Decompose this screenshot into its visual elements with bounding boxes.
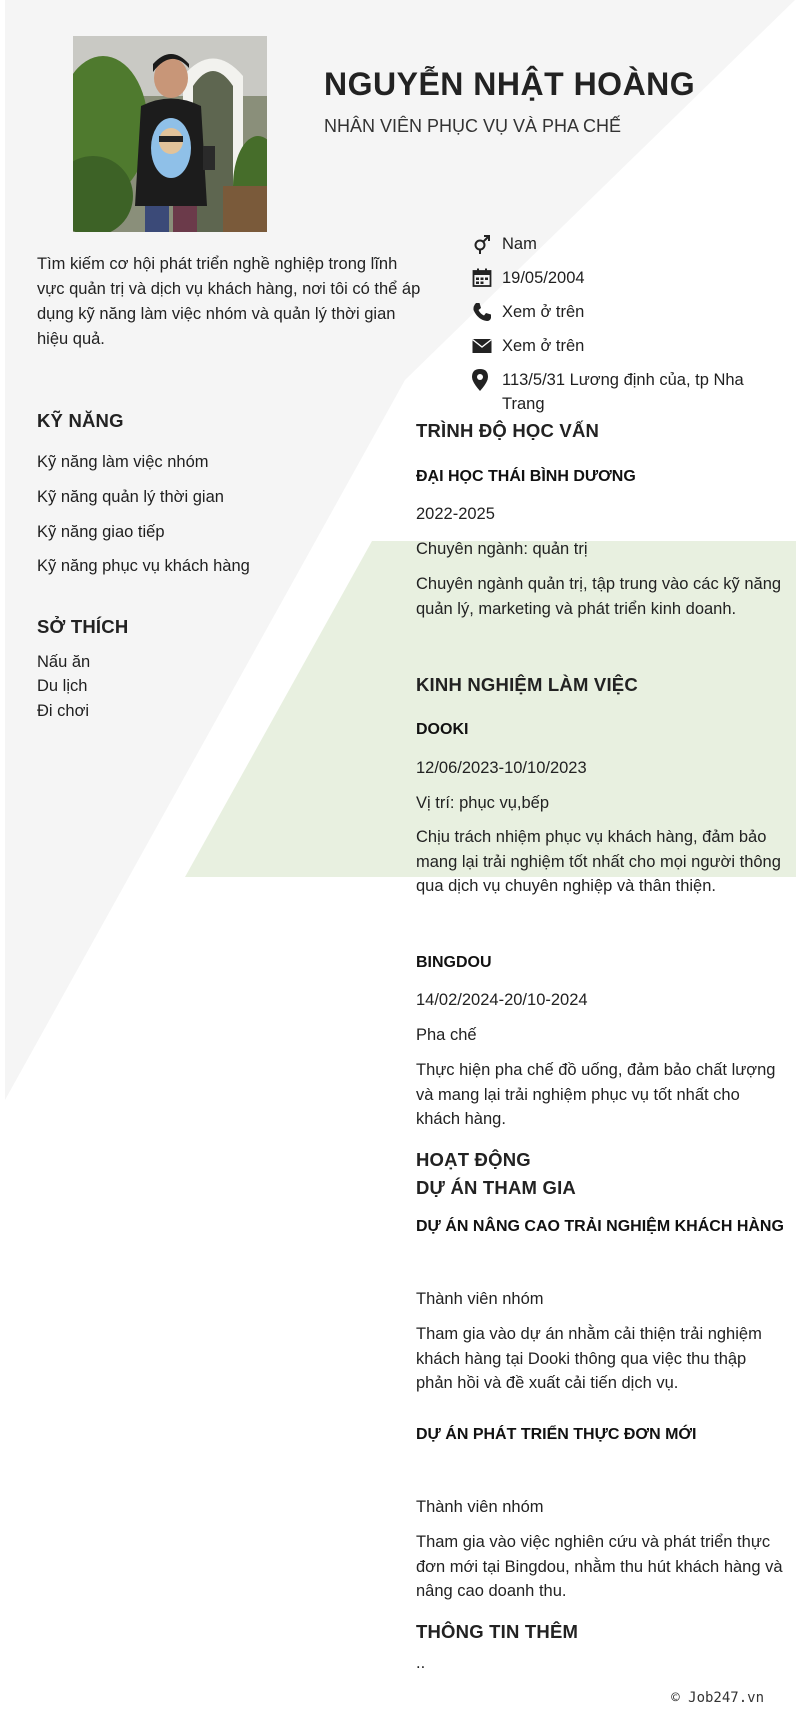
projects-title: DỰ ÁN THAM GIA (416, 1177, 576, 1198)
more-info-title: THÔNG TIN THÊM (416, 1621, 579, 1642)
job-description: Thực hiện pha chế đồ uống, đảm bảo chất lượng và mang lại trải nghiệm phục vụ tốt nhất cho khách hàng. (416, 1061, 776, 1128)
project-description: Tham gia vào dự án nhằm cải thiện trải nghiệm khách hàng tại Dooki thông qua việc thu thập phản hồi và đề xuất cải tiến dịch vụ. (416, 1325, 762, 1392)
contact-birthday (472, 266, 772, 290)
skill-item: Kỹ năng giao tiếp (37, 523, 165, 541)
candidate-name: NGUYỄN NHẬT HOÀNG (324, 66, 696, 102)
job-period: 14/02/2024-20/10-2024 (416, 991, 588, 1009)
hobbies-title: SỞ THÍCH (37, 616, 129, 637)
job-title: NHÂN VIÊN PHỤC VỤ VÀ PHA CHẾ (324, 116, 622, 136)
job-position: Vị trí: phục vụ,bếp (416, 794, 549, 812)
project-role: Thành viên nhóm (416, 1498, 544, 1516)
contact-email (472, 334, 772, 358)
education-period: 2022-2025 (416, 505, 495, 523)
education-major: Chuyên ngành: quản trị (416, 540, 588, 558)
birthday-value: 19/05/2004 (502, 269, 585, 287)
education-title: TRÌNH ĐỘ HỌC VẤN (416, 420, 600, 441)
school-name: ĐẠI HỌC THÁI BÌNH DƯƠNG (416, 468, 636, 485)
more-info-text: .. (416, 1654, 426, 1672)
skill-item: Kỹ năng làm việc nhóm (37, 453, 209, 471)
contact-gender (472, 232, 772, 256)
address-value: 113/5/31 Lương định của, tp Nha Trang (502, 371, 744, 413)
experience-title: KINH NGHIỆM LÀM VIỆC (416, 674, 638, 695)
profile-photo (73, 36, 267, 232)
email-value: Xem ở trên (502, 337, 585, 355)
gender-value: Nam (502, 235, 537, 253)
project-description: Tham gia vào việc nghiên cứu và phát triển thực đơn mới tại Bingdou, nhằm thu hút khách hàng và nâng cao doanh thu. (416, 1533, 783, 1600)
phone-icon (472, 300, 502, 324)
activities-title: HOẠT ĐỘNG (416, 1149, 531, 1170)
project-name: DỰ ÁN PHÁT TRIỂN THỰC ĐƠN MỚI (416, 1426, 697, 1443)
company-name: DOOKI (416, 721, 469, 738)
contact-phone (472, 300, 772, 324)
watermark: © Job247.vn (671, 1690, 764, 1706)
contact-address (472, 368, 772, 416)
skills-title: KỸ NĂNG (37, 410, 124, 431)
skill-item: Kỹ năng quản lý thời gian (37, 488, 224, 506)
calendar-icon (472, 266, 502, 290)
skill-item: Kỹ năng phục vụ khách hàng (37, 557, 250, 575)
hobby-item: Du lịch (37, 677, 88, 695)
project-role: Thành viên nhóm (416, 1290, 544, 1308)
job-description: Chịu trách nhiệm phục vụ khách hàng, đảm bảo mang lại trải nghiệm tốt nhất cho mọi người thông qua dịch vụ chuyên nghiệp và thân thiện. (416, 828, 781, 895)
job-period: 12/06/2023-10/10/2023 (416, 759, 587, 777)
phone-value: Xem ở trên (502, 303, 585, 321)
project-name: DỰ ÁN NÂNG CAO TRẢI NGHIỆM KHÁCH HÀNG (416, 1218, 784, 1235)
location-icon (472, 368, 502, 392)
job-position: Pha chế (416, 1026, 477, 1044)
gender-icon (472, 232, 502, 256)
email-icon (472, 334, 502, 358)
contact-info (472, 232, 772, 426)
company-name: BINGDOU (416, 954, 492, 971)
career-objective: Tìm kiếm cơ hội phát triển nghề nghiệp trong lĩnh vực quản trị và dịch vụ khách hàng, nơi tôi có thể áp dụng kỹ năng làm việc nhóm và quản lý thời gian hiệu quả. (37, 255, 421, 348)
education-description: Chuyên ngành quản trị, tập trung vào các kỹ năng quản lý, marketing và phát triển kinh doanh. (416, 575, 782, 618)
hobby-item: Đi chơi (37, 702, 90, 720)
hobby-item: Nấu ăn (37, 653, 91, 671)
